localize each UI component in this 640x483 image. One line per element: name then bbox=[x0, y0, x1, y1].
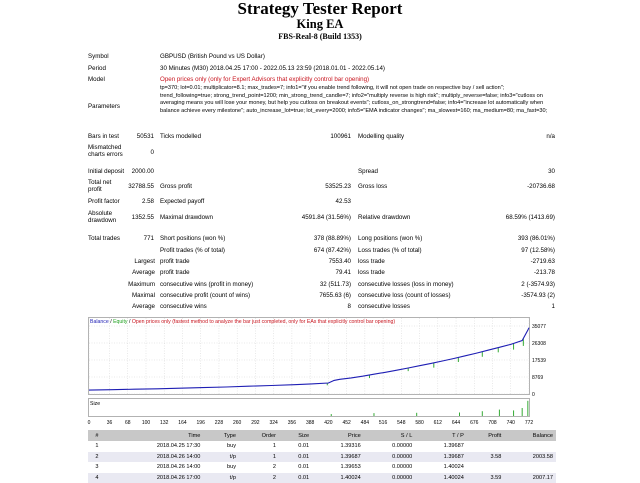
largest-profit-value: 7553.40 bbox=[290, 258, 351, 265]
short-value: 378 (88.89%) bbox=[280, 235, 351, 242]
cell-tp: 1.40024 bbox=[415, 473, 467, 483]
cell-sl: 0.00000 bbox=[364, 462, 416, 473]
gross-profit-value: 53525.23 bbox=[290, 183, 351, 190]
cell-num: 2 bbox=[88, 452, 106, 463]
cell-sl: 0.00000 bbox=[364, 473, 416, 483]
table-row bbox=[88, 452, 556, 463]
cell-price: 1.39653 bbox=[312, 462, 364, 473]
net-value: 32788.55 bbox=[100, 183, 154, 190]
size-plot-frame bbox=[89, 399, 530, 417]
avgc-label: Average bbox=[100, 303, 155, 310]
bars-value: 50531 bbox=[120, 133, 154, 140]
cell-type: buy bbox=[203, 462, 239, 473]
col-size: Size bbox=[279, 430, 312, 441]
x-tick-label: 708 bbox=[488, 420, 497, 426]
x-tick-label: 132 bbox=[160, 420, 169, 426]
quality-label: Modelling quality bbox=[358, 133, 404, 140]
cell-price: 1.39316 bbox=[312, 441, 364, 452]
max-cl-value: 2 (-3574.93) bbox=[480, 281, 555, 288]
loss-trades-value: 97 (12.58%) bbox=[480, 247, 555, 254]
cell-profit: 3.59 bbox=[467, 473, 504, 483]
model-value: Open prices only (only for Expert Advisors that explicitly control bar opening) bbox=[160, 76, 369, 83]
cell-profit bbox=[467, 462, 504, 473]
cell-size: 0.01 bbox=[279, 462, 312, 473]
cell-order: 1 bbox=[239, 452, 279, 463]
x-tick-label: 452 bbox=[342, 420, 351, 426]
max-cw-value: 32 (511.73) bbox=[280, 281, 351, 288]
col-sl: S / L bbox=[364, 430, 416, 441]
y-tick-label: 0 bbox=[532, 392, 535, 398]
deposit-value: 2000.00 bbox=[100, 168, 154, 175]
abs-dd-label: Absolute drawdown bbox=[88, 210, 128, 225]
y-tick-label: 26308 bbox=[532, 341, 546, 347]
rel-dd-value: 68.59% (1413.69) bbox=[470, 214, 555, 221]
avgc-w-label: consecutive wins bbox=[160, 303, 207, 310]
cell-time: 2018.04.26 14:00 bbox=[106, 452, 203, 463]
x-tick-label: 164 bbox=[178, 420, 187, 426]
maximal-label: Maximal bbox=[100, 292, 155, 299]
spread-label: Spread bbox=[358, 168, 378, 175]
total-trades-value: 771 bbox=[110, 235, 154, 242]
max-cl-label: consecutive losses (loss in money) bbox=[358, 281, 454, 288]
period-label: Period bbox=[88, 65, 106, 72]
quality-value: n/a bbox=[500, 133, 555, 140]
cell-size: 0.01 bbox=[279, 441, 312, 452]
x-tick-label: 484 bbox=[361, 420, 370, 426]
x-tick-label: 676 bbox=[470, 420, 479, 426]
cell-time: 2018.04.25 17:30 bbox=[106, 441, 203, 452]
profit-trades-label: Profit trades (% of total) bbox=[160, 247, 225, 254]
long-value: 393 (86.01%) bbox=[480, 235, 555, 242]
cell-order: 2 bbox=[239, 462, 279, 473]
x-tick-label: 644 bbox=[452, 420, 461, 426]
report-title: Strategy Tester Report bbox=[0, 0, 640, 19]
ea-name: King EA bbox=[0, 17, 640, 32]
parameters-label: Parameters bbox=[88, 103, 120, 110]
cell-type: buy bbox=[203, 441, 239, 452]
col-balance: Balance bbox=[504, 430, 556, 441]
table-row bbox=[88, 473, 556, 483]
gross-profit-label: Gross profit bbox=[160, 183, 192, 190]
col-time: Time bbox=[106, 430, 203, 441]
chart-legend: Balance / Equity / Open prices only (fastest method to analyze the bar just completed, only for EAs that explicitly control bar opening) bbox=[90, 319, 395, 325]
col-tp: T / P bbox=[415, 430, 467, 441]
mxl-cl-label: consecutive loss (count of losses) bbox=[358, 292, 451, 299]
cell-time: 2018.04.26 17:00 bbox=[106, 473, 203, 483]
mxl-cl-value: -3574.93 (2) bbox=[480, 292, 555, 299]
x-tick-label: 772 bbox=[525, 420, 534, 426]
payoff-value: 42.53 bbox=[290, 198, 351, 205]
avgc-l-label: consecutive losses bbox=[358, 303, 410, 310]
largest-loss-label: loss trade bbox=[358, 258, 385, 265]
payoff-label: Expected payoff bbox=[160, 198, 204, 205]
bars-label: Bars in test bbox=[88, 133, 119, 140]
col-price: Price bbox=[312, 430, 364, 441]
gross-loss-label: Gross loss bbox=[358, 183, 387, 190]
parameters-value: tp=370; lot=0.01; multiplicator=8.1; max_trades=7; info1="if you enable trend following, it will not open trade on respective buy / sell action"; trend_following=true; strong_trend_point=1200; min_strong_trend_candle=7; info2="multiply reverse is high risk"; multiply_reverse=false; info3="cutloss on averaging means you will lose your money, but help you cutloss on breakout events"; cutloss_on_strongtrend=false; info4="increase lot automatically when balance achieve every milestone"; auto_increase_lot=true; lot_every=2000; info5="EMA indicator changes"; ma_slowest=160; ma_medium=80; ma_fast=30; bbox=[160, 85, 555, 115]
cell-time: 2018.04.26 14:00 bbox=[106, 462, 203, 473]
cell-size: 0.01 bbox=[279, 473, 312, 483]
total-trades-label: Total trades bbox=[88, 235, 120, 242]
x-tick-label: 292 bbox=[251, 420, 260, 426]
col-order: Order bbox=[239, 430, 279, 441]
x-tick-label: 260 bbox=[233, 420, 242, 426]
cell-order: 2 bbox=[239, 473, 279, 483]
cell-profit: 3.58 bbox=[467, 452, 504, 463]
y-tick-label: 17539 bbox=[532, 358, 546, 364]
trades-header-row bbox=[88, 430, 556, 441]
cell-profit bbox=[467, 441, 504, 452]
short-label: Short positions (won %) bbox=[160, 235, 225, 242]
x-tick-label: 612 bbox=[434, 420, 443, 426]
build-info: FBS-Real-8 (Build 1353) bbox=[0, 32, 640, 41]
x-tick-label: 196 bbox=[197, 420, 206, 426]
trades-table bbox=[88, 430, 556, 483]
largest-loss-value: -2719.63 bbox=[490, 258, 555, 265]
x-tick-label: 228 bbox=[215, 420, 224, 426]
col-type: Type bbox=[203, 430, 239, 441]
maximum-label: Maximum bbox=[100, 281, 155, 288]
cell-tp: 1.39687 bbox=[415, 441, 467, 452]
x-tick-label: 740 bbox=[507, 420, 516, 426]
y-tick-label: 8769 bbox=[532, 375, 543, 381]
cell-type: t/p bbox=[203, 452, 239, 463]
cell-tp: 1.40024 bbox=[415, 462, 467, 473]
cell-size: 0.01 bbox=[279, 452, 312, 463]
cell-sl: 0.00000 bbox=[364, 441, 416, 452]
cell-type: t/p bbox=[203, 473, 239, 483]
cell-sl: 0.00000 bbox=[364, 452, 416, 463]
x-tick-label: 324 bbox=[269, 420, 278, 426]
avg-profit-label: profit trade bbox=[160, 269, 190, 276]
avgc-w-value: 8 bbox=[280, 303, 351, 310]
cell-price: 1.40024 bbox=[312, 473, 364, 483]
gross-loss-value: -20736.68 bbox=[490, 183, 555, 190]
x-tick-label: 356 bbox=[288, 420, 297, 426]
pf-label: Profit factor bbox=[88, 198, 120, 205]
table-row bbox=[88, 441, 556, 452]
x-tick-label: 548 bbox=[397, 420, 406, 426]
cell-balance bbox=[504, 462, 556, 473]
x-tick-label: 388 bbox=[306, 420, 315, 426]
deposit-label: Initial deposit bbox=[88, 168, 124, 175]
long-label: Long positions (won %) bbox=[358, 235, 422, 242]
ticks-value: 100961 bbox=[300, 133, 351, 140]
table-row bbox=[88, 462, 556, 473]
mxl-cw-value: 7655.63 (6) bbox=[280, 292, 351, 299]
symbol-label: Symbol bbox=[88, 53, 109, 60]
cell-price: 1.39687 bbox=[312, 452, 364, 463]
largest-profit-label: profit trade bbox=[160, 258, 190, 265]
cell-tp: 1.39687 bbox=[415, 452, 467, 463]
max-cw-label: consecutive wins (profit in money) bbox=[160, 281, 253, 288]
cell-num: 3 bbox=[88, 462, 106, 473]
x-tick-label: 68 bbox=[125, 420, 131, 426]
avg-loss-value: -213.78 bbox=[490, 269, 555, 276]
col-num: # bbox=[88, 430, 106, 441]
avg-profit-value: 79.41 bbox=[290, 269, 351, 276]
ticks-label: Ticks modelled bbox=[160, 133, 201, 140]
size-label: Size bbox=[90, 401, 100, 407]
symbol-value: GBPUSD (British Pound vs US Dollar) bbox=[160, 53, 265, 60]
max-dd-value: 4591.84 (31.56%) bbox=[270, 214, 351, 221]
mismatch-value: 0 bbox=[120, 149, 154, 156]
spread-value: 30 bbox=[500, 168, 555, 175]
model-label: Model bbox=[88, 76, 105, 83]
x-tick-label: 0 bbox=[88, 420, 91, 426]
abs-dd-value: 1352.55 bbox=[100, 214, 154, 221]
largest-label: Largest bbox=[100, 258, 155, 265]
col-profit: Profit bbox=[467, 430, 504, 441]
profit-trades-value: 674 (87.42%) bbox=[280, 247, 351, 254]
cell-balance bbox=[504, 441, 556, 452]
cell-num: 4 bbox=[88, 473, 106, 483]
x-tick-label: 100 bbox=[142, 420, 151, 426]
x-tick-label: 420 bbox=[324, 420, 333, 426]
period-value: 30 Minutes (M30) 2018.04.25 17:00 - 2022.05.13 23:59 (2018.01.01 - 2022.05.14) bbox=[160, 65, 385, 72]
balance-chart bbox=[88, 314, 558, 426]
mxl-cw-label: consecutive profit (count of wins) bbox=[160, 292, 250, 299]
cell-balance: 2007.17 bbox=[504, 473, 556, 483]
average-label: Average bbox=[100, 269, 155, 276]
y-tick-label: 35077 bbox=[532, 324, 546, 330]
x-tick-label: 36 bbox=[107, 420, 113, 426]
net-label: Total net profit bbox=[88, 179, 124, 194]
rel-dd-label: Relative drawdown bbox=[358, 214, 410, 221]
avg-loss-label: loss trade bbox=[358, 269, 385, 276]
avgc-l-value: 1 bbox=[480, 303, 555, 310]
x-tick-label: 580 bbox=[415, 420, 424, 426]
pf-value: 2.58 bbox=[110, 198, 154, 205]
loss-trades-label: Loss trades (% of total) bbox=[358, 247, 422, 254]
cell-balance: 2003.58 bbox=[504, 452, 556, 463]
mismatch-label: Mismatched charts errors bbox=[88, 144, 138, 159]
cell-num: 1 bbox=[88, 441, 106, 452]
max-dd-label: Maximal drawdown bbox=[160, 214, 213, 221]
x-tick-label: 516 bbox=[379, 420, 388, 426]
cell-order: 1 bbox=[239, 441, 279, 452]
